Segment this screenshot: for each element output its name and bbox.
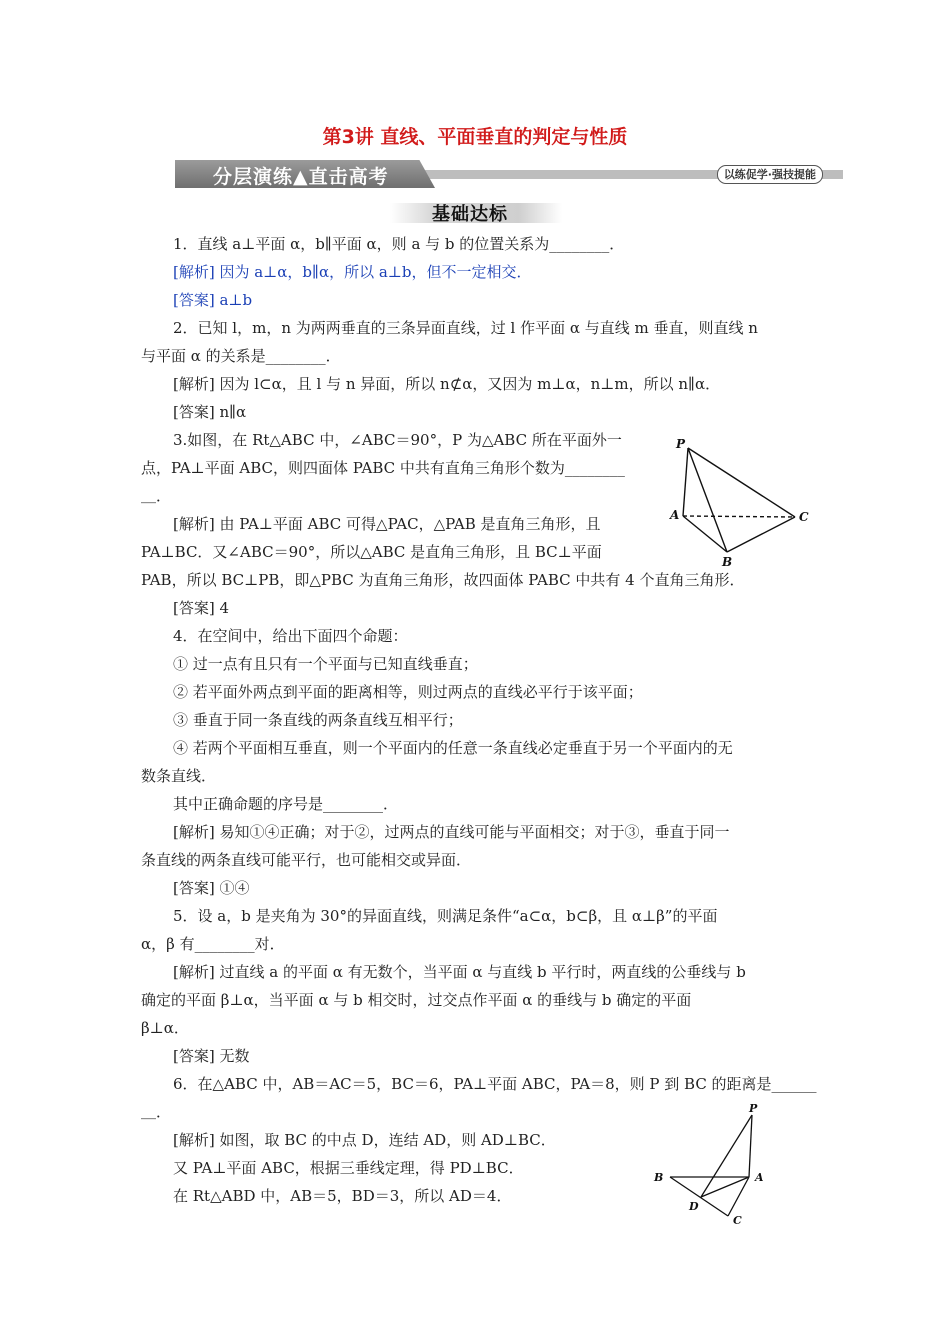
text-line: [解析] 因为 l⊂α，且 l 与 n 异面，所以 n⊄α，又因为 m⊥α，n⊥m，所以 n∥α． (173, 375, 721, 393)
text-line: 与平面 α 的关系是________． (141, 347, 341, 365)
text-line: 数条直线． (141, 767, 217, 785)
edge-bc (727, 517, 795, 552)
text-line: 又 PA⊥平面 ABC，根据三垂线定理，得 PD⊥BC． (173, 1159, 524, 1177)
text-line: [答案] n∥α (173, 403, 247, 421)
text-line: β⊥α． (141, 1019, 189, 1037)
label-b: B (722, 555, 733, 569)
text-line: 确定的平面 β⊥α，当平面 α 与 b 相交时，过交点作平面 α 的垂线与 b 确定的平面 (141, 991, 692, 1009)
text-line: 2．已知 l，m，n 为两两垂直的三条异面直线，过 l 作平面 α 与直线 m 垂直，则直线 n (173, 319, 758, 337)
edge-pa (749, 1115, 752, 1177)
label-p: P (676, 437, 686, 451)
label-c: C (733, 1214, 742, 1227)
label-a: A (670, 508, 680, 522)
text-line: 4．在空间中，给出下面四个命题： (173, 627, 408, 645)
edge-ac-hidden (683, 516, 795, 517)
text-line: 条直线的两条直线可能平行，也可能相交或异面． (141, 851, 472, 869)
text-line: ② 若平面外两点到平面的距离相等，则过两点的直线必平行于该平面； (173, 683, 643, 701)
text-line: 3.如图，在 Rt△ABC 中，∠ABC＝90°，P 为△ABC 所在平面外一 (173, 431, 622, 449)
text-line: 在 Rt△ABD 中，AB＝5，BD＝3，所以 AD＝4． (173, 1187, 512, 1205)
label-p: P (749, 1102, 758, 1115)
text-line: [答案] ①④ (173, 879, 250, 897)
edge-pa (683, 448, 688, 516)
label-d: D (689, 1200, 699, 1213)
text-line: ＿． (141, 1103, 172, 1121)
figure-tetrahedron-1 (660, 435, 820, 575)
label-a: A (755, 1171, 764, 1184)
text-line: 6．在△ABC 中，AB＝AC＝5，BC＝6，PA⊥平面 ABC，PA＝8，则 P 到 BC 的距离是______ (173, 1075, 817, 1093)
text-line: [解析] 由 PA⊥平面 ABC 可得△PAC，△PAB 是直角三角形，且 (173, 515, 601, 533)
label-b: B (654, 1171, 664, 1184)
text-line: ④ 若两个平面相互垂直，则一个平面内的任意一条直线必定垂直于另一个平面内的无 (173, 739, 733, 757)
section-heading-text: 基础达标 (432, 204, 508, 225)
text-line: [答案] 无数 (173, 1047, 250, 1065)
text-line: α，β 有________对． (141, 935, 285, 953)
text-line: [答案] 4 (173, 599, 230, 617)
text-line: 点，PA⊥平面 ABC，则四面体 PABC 中共有直角三角形个数为________ (141, 459, 625, 477)
section-heading (390, 199, 562, 225)
text-line: [解析] 过直线 a 的平面 α 有无数个，当平面 α 与直线 b 平行时，两直线的公垂线与 b (173, 963, 746, 981)
text-line: PAB，所以 BC⊥PB，即△PBC 为直角三角形，故四面体 PABC 中共有 4 个直角三角形． (141, 571, 745, 589)
section-banner (175, 160, 843, 188)
text-line: 1．直线 a⊥平面 α，b∥平面 α，则 a 与 b 的位置关系为________． (173, 235, 625, 253)
figure-tetrahedron-2 (645, 1100, 775, 1230)
banner-title: 分层演练▲直击高考 (213, 166, 389, 188)
edge-pc (688, 448, 795, 517)
text-line: 5．设 a，b 是夹角为 30°的异面直线，则满足条件“a⊂α，b⊂β，且 α⊥β”的平面 (173, 907, 718, 925)
page-title: 第3讲 直线、平面垂直的判定与性质 (322, 126, 628, 148)
edge-da (701, 1177, 749, 1197)
text-line: PA⊥BC．又∠ABC＝90°，所以△ABC 是直角三角形，且 BC⊥平面 (141, 543, 602, 561)
text-line: [解析] 如图，取 BC 的中点 D，连结 AD，则 AD⊥BC． (173, 1131, 556, 1149)
banner-tag: 以练促学·强技提能 (717, 165, 823, 184)
text-line: [解析] 因为 a⊥α，b∥α，所以 a⊥b，但不一定相交． (173, 263, 532, 281)
edge-bc (670, 1177, 728, 1216)
edge-ac (728, 1177, 749, 1216)
text-line: ＿． (141, 487, 172, 505)
text-line: [答案] a⊥b (173, 291, 253, 309)
text-line: [解析] 易知①④正确；对于②，过两点的直线可能与平面相交；对于③，垂直于同一 (173, 823, 730, 841)
text-line: ③ 垂直于同一条直线的两条直线互相平行； (173, 711, 463, 729)
text-line: ① 过一点有且只有一个平面与已知直线垂直； (173, 655, 478, 673)
text-line: 其中正确命题的序号是________． (173, 795, 399, 813)
label-c: C (799, 510, 809, 524)
